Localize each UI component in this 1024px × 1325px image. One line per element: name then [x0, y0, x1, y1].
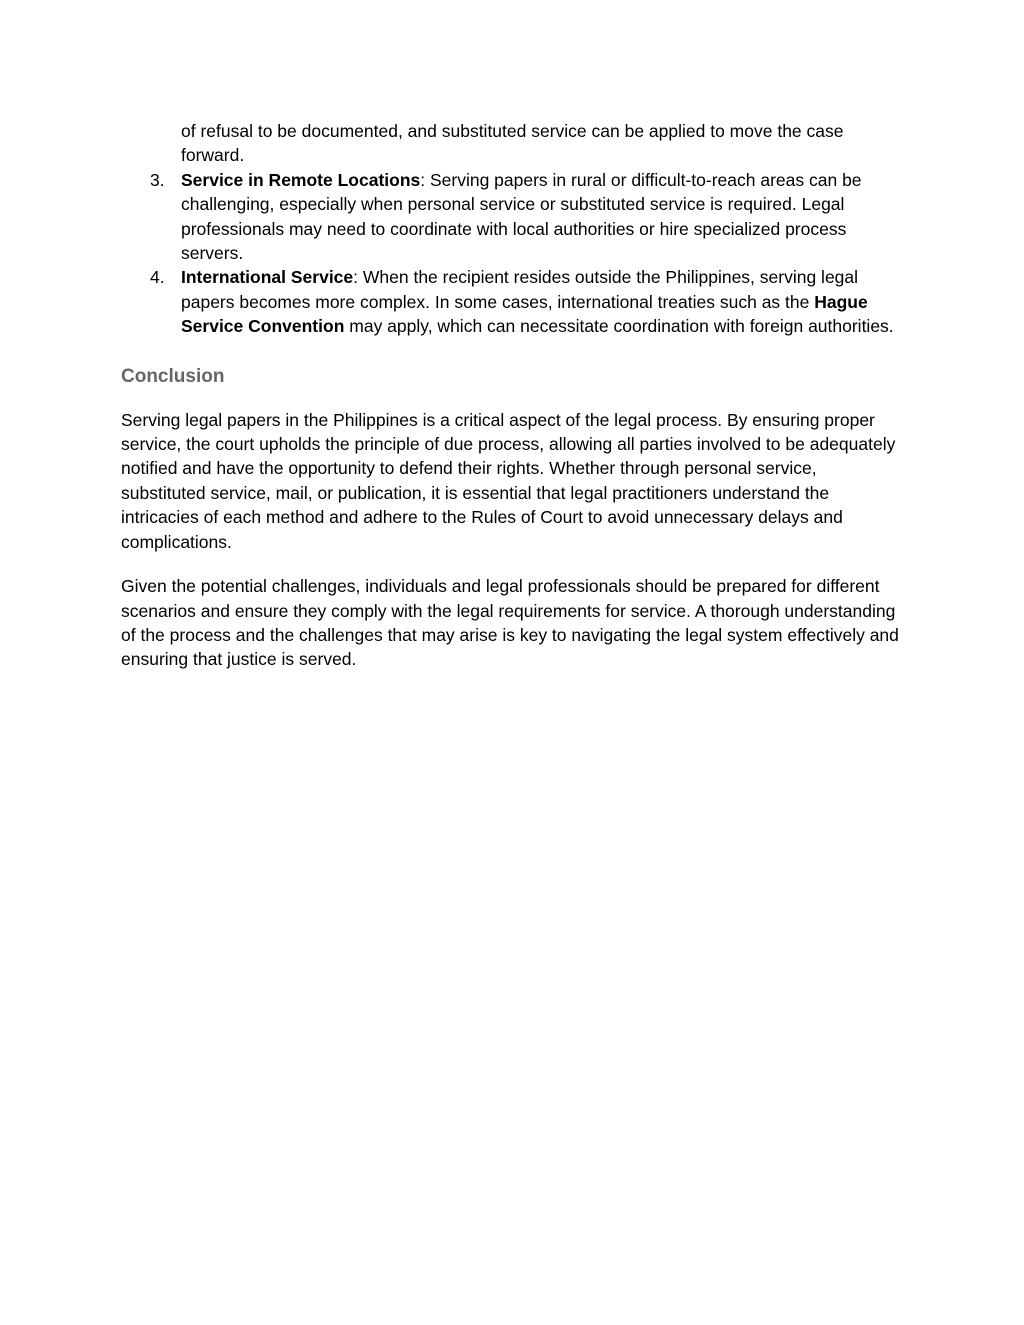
list-item-title: International Service: [181, 267, 354, 288]
list-item-text: of refusal to be documented, and substituted service can be applied to move the case forward.: [181, 121, 844, 166]
list-item-text: : Serving papers in rural or difficult-to-reach areas can be challenging, especially when personal service or substituted service is required. Legal professionals may need to coordinate with local authorities or hire specialized process servers.: [181, 169, 862, 264]
list-item-number: 3.: [150, 169, 165, 190]
list-item-text: : When the recipient resides outside the Philippines, serving legal papers becomes more complex. In some cases, international treaties such as the: [181, 267, 859, 312]
conclusion-heading: Conclusion: [121, 365, 225, 387]
list-item-title: Service in Remote Locations: [181, 169, 421, 190]
numbered-list: [121, 119, 905, 339]
list-item-international-service: [121, 265, 905, 338]
document-page: [121, 119, 905, 672]
list-item-text: may apply, which can necessitate coordination with foreign authorities.: [344, 316, 894, 337]
list-item-continuation: [121, 119, 905, 168]
list-item-remote-locations: [121, 168, 905, 266]
list-item-number: 4.: [150, 267, 165, 288]
conclusion-paragraph-1: Serving legal papers in the Philippines is a critical aspect of the legal process. By ensuring proper service, the court upholds the principle of due process, allowing all parties involved to be adequately notified and have the opportunity to defend their rights. Whether through personal service, substituted service, mail, or publication, it is essential that legal practitioners understand the intricacies of each method and adhere to the Rules of Court to avoid unnecessary delays and complications.: [121, 409, 896, 552]
conclusion-paragraph-2: Given the potential challenges, individuals and legal professionals should be prepared for different scenarios and ensure they comply with the legal requirements for service. A thorough understanding of the process and the challenges that may arise is key to navigating the legal system effectively and ensuring that justice is served.: [121, 576, 899, 670]
hague-convention-term: Hague Service Convention: [181, 291, 868, 337]
